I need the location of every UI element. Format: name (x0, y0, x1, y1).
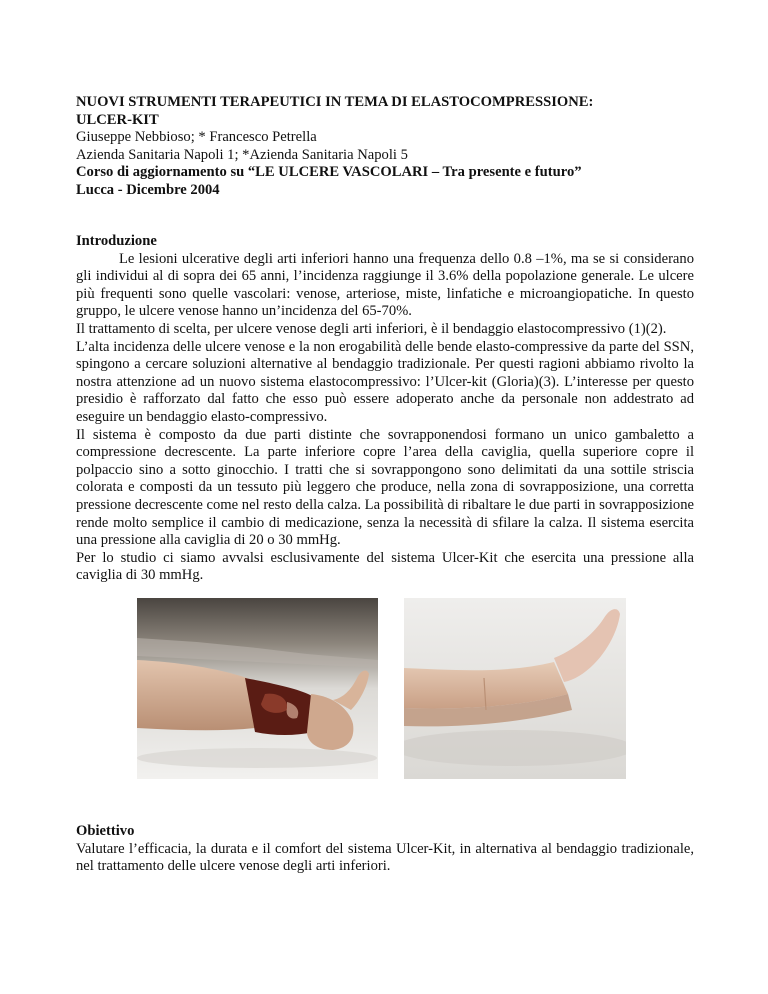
intro-paragraph-1: Le lesioni ulcerative degli arti inferiori hanno una frequenza dello 0.8 –1%, ma se si considerano gli individui al di sopra dei 65 anni, l’incidenza raggiunge il 3.6% della popolazione generale. Le ulcere più frequenti sono quelle vascolari: venose, arteriose, miste, linfatiche e microangiopatiche. In questo gruppo, le ulcere venose hanno un’incidenza del 65-70%. (76, 250, 694, 320)
affiliations: Azienda Sanitaria Napoli 1; *Azienda Sanitaria Napoli 5 (76, 146, 408, 163)
intro-paragraph-3: L’alta incidenza delle ulcere venose e la non erogabilità delle bende elasto-compressive da parte del SSN, spingono a cercare soluzioni alternative al bendaggio tradizionale. Per questi ragioni abbiamo rivolto la nostra attenzione ad un nuovo sistema elastocompressivo: l’Ulcer-kit (Gloria)(3). L’interesse per questo presidio è rafforzato dal fatto che esso può essere adoperato anche da personale non addestrato ad eseguire un bendaggio elasto-compressivo. (76, 338, 694, 425)
document-header (76, 94, 694, 200)
intro-paragraph-4: Il sistema è composto da due parti distinte che sovrapponendosi formano un unico gambaletto a compressione decrescente. La parte inferiore copre l’area della caviglia, quella superiore copre il polpaccio sino a sotto ginocchio. I tratti che si sovrappongono sono delimitati da una sottile striscia colorata e composti da un tessuto più leggero che produce, nella zona di sovrapposizione, una corretta pressione decrescente come nel resto della calza. La possibilità di ribaltare le due parti in sovrapposizione rende molto semplice il cambio di medicazione, senza la necessità di sfilare la calza. Il sistema esercita una pressione alla caviglia di 20 o 30 mmHg. (76, 426, 694, 549)
intro-paragraph-2: Il trattamento di scelta, per ulcere venose degli arti inferiori, è il bendaggio elastocompressivo (1)(2). (76, 320, 667, 337)
photo-stocking-leg (404, 598, 626, 779)
introduction-section (76, 233, 694, 585)
place-date: Lucca - Dicembre 2004 (76, 181, 220, 198)
authors: Giuseppe Nebbioso; * Francesco Petrella (76, 129, 317, 146)
objective-text: Valutare l’efficacia, la durata e il comfort del sistema Ulcer-Kit, in alternativa al bendaggio tradizionale, nel trattamento delle ulcere venose degli arti inferiori. (76, 840, 694, 875)
objective-section (76, 823, 694, 876)
photo-ulcer-leg (137, 598, 378, 779)
course-title: Corso di aggiornamento su “LE ULCERE VASCOLARI – Tra presente e futuro” (76, 164, 582, 181)
title-line-1: NUOVI STRUMENTI TERAPEUTICI IN TEMA DI ELASTOCOMPRESSIONE: (76, 94, 594, 110)
title-line-2: ULCER-KIT (76, 111, 159, 128)
objective-heading: Obiettivo (76, 823, 135, 839)
intro-paragraph-5: Per lo studio ci siamo avvalsi esclusivamente del sistema Ulcer-Kit che esercita una pressione alla caviglia di 30 mmHg. (76, 549, 694, 584)
introduction-heading: Introduzione (76, 233, 157, 249)
